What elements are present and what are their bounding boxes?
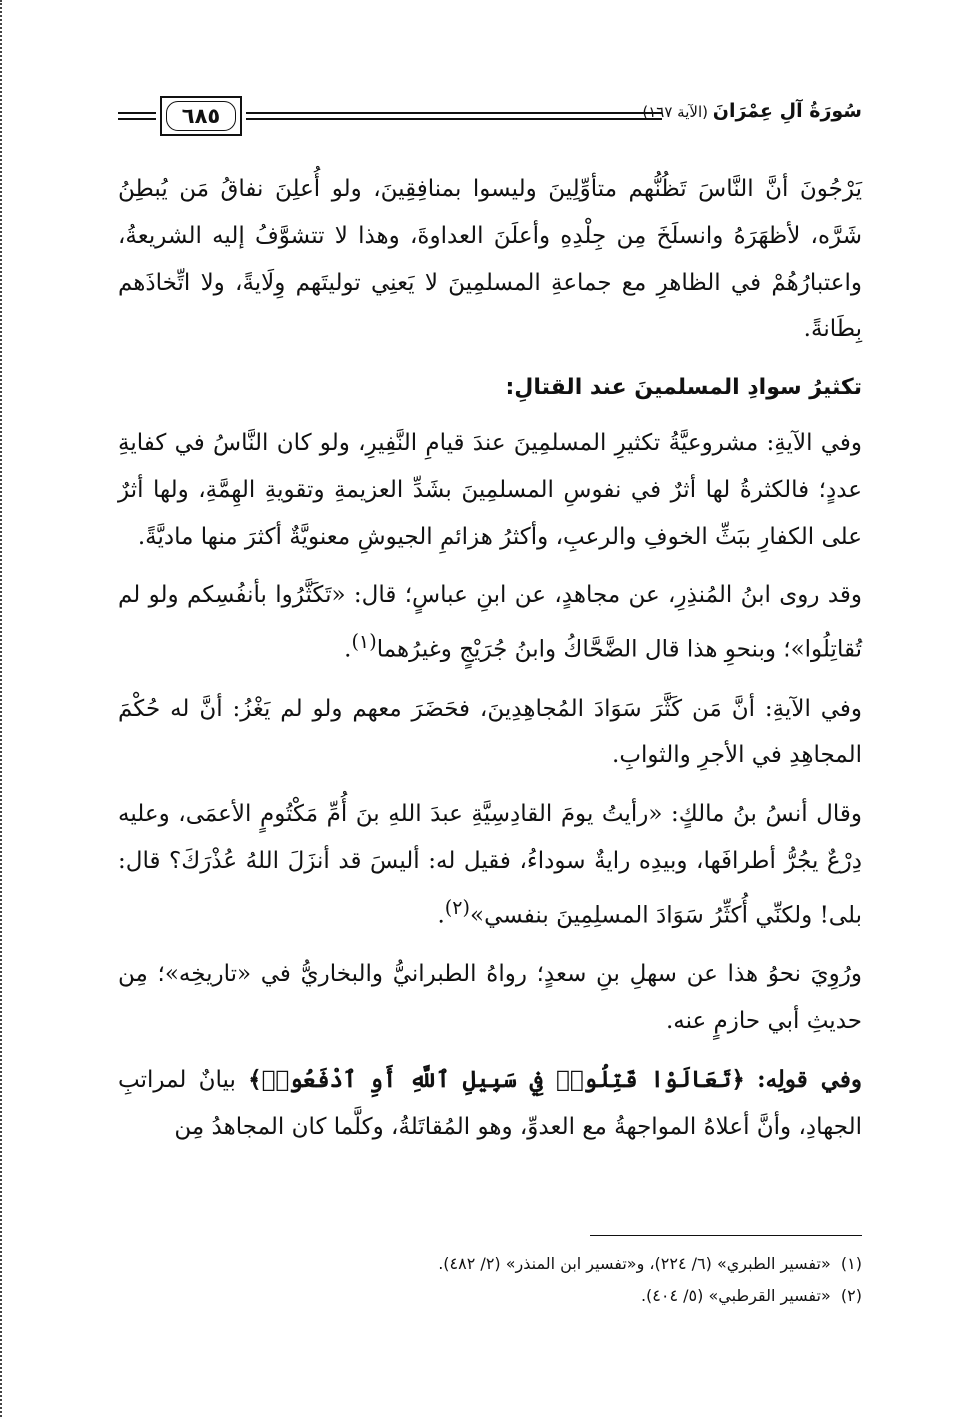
footnote-marker: (١): [351, 630, 377, 654]
header-rule: [118, 112, 156, 114]
footnote: [118, 1248, 862, 1280]
paragraph: وقد روى ابنُ المُنذِرِ، عن مجاهدٍ، عن ابنِ عباسٍ؛ قال: «تَكَثَّرُوا بأنفُسِكم ولو لم تُقاتِلُوا»؛ وبنحوِ هذا قال الضَّحَّاكُ وابنُ جُرَيْجٍ وغيرُهما$^{(١)}$.: [118, 582, 862, 663]
scan-edge: [0, 0, 8, 1417]
header-rule: [118, 118, 156, 120]
footnote-text: «تفسير القرطبي» (٥/ ٤٠٤).: [640, 1286, 831, 1305]
page-number-frame: [160, 96, 242, 136]
quran-quote: ﴿تَعَالَوْا قَتِلُوا۟ فِي سَبِيلِ ٱللَّهِ أَوِ ٱدْفَعُوا۟﴾: [248, 1065, 745, 1093]
verse-reference: (الآية ١٦٧): [642, 103, 708, 121]
paragraph: وفي الآيةِ: أنَّ مَن كَثَّرَ سَوَادَ المُجاهِدِينَ، فحَضَرَ معهم ولو لم يَغْزُ: أنَّ له حُكْمَ المجاهِدِ في الأجرِ والثوابِ.: [118, 695, 862, 769]
footnote-number: (١): [840, 1254, 862, 1273]
header-rule: [246, 118, 662, 120]
header-rule: [246, 112, 662, 114]
section-heading: تكثيرُ سوادِ المسلمينَ عند القتالِ:: [505, 375, 862, 401]
page-body: [118, 166, 862, 1162]
footnote-marker: (٢): [444, 895, 471, 919]
page-number: ٦٨٥: [166, 101, 236, 131]
footnote-text: «تفسير الطبري» (٦/ ٢٢٤)، و«تفسير ابن المنذر» (٢/ ٤٨٢).: [438, 1254, 831, 1273]
footnote-separator: [590, 1235, 862, 1236]
paragraph: وفي الآيةِ: مشروعيَّةُ تكثيرِ المسلمِينَ عندَ قيامِ النَّفِيرِ، ولو كان النَّاسُ في كفايةِ عددٍ؛ فالكثرةُ لها أثرٌ في نفوسِ المسلمِينَ بشَدِّ العزيمةِ وتقويةِ الهِمَّةِ، ولها أثرٌ على الكفارِ ببَثِّ الخوفِ والرعبِ، وأكثرُ هزائمِ الجيوشِ معنويَّةٌ أكثرَ منها ماديَّةً.: [118, 429, 862, 550]
footnote-number: (٢): [840, 1286, 862, 1305]
paragraph-text: بيانٌ لمراتبِ الجهادِ، وأنَّ أعلاهُ المواجهةُ مع العدوِّ، وهو المُقاتَلةُ، وكلَّما كان المجاهدُ مِن: [118, 1066, 862, 1140]
paragraph: وقال أنسُ بنُ مالكٍ: «رأيتُ يومَ القادِسِيَّةِ عبدَ اللهِ بنَ أُمِّ مَكْتُومٍ الأعمَى، وعليه دِرْعٌ يجُرُّ أطرافَها، وبيدِه رايةٌ سوداءُ، فقيل له: أليسَ قد أنزَلَ اللهُ عُذْرَكَ؟ قال: بلى! ولكنِّي أُكثِّرُ سَوَادَ المسلِمِينَ بنفسي»$^{(٢)}$.: [118, 801, 862, 929]
footnote: [118, 1280, 862, 1312]
paragraph-text: وقد روى ابنُ المُنذِرِ، عن مجاهدٍ، عن ابنِ عباسٍ؛ قال: «تَكَثَّرُوا بأنفُسِكم ولو لم تُقاتِلُوا»؛ وبنحوِ هذا قال الضَّحَّاكُ وابنُ جُرَيْجٍ وغيرُهما: [118, 582, 862, 663]
running-title: [642, 100, 862, 122]
surah-title: سُورَةُ آلِ عِمْرَانَ: [712, 100, 862, 122]
paragraph-lead: وفي قولِه:: [757, 1065, 862, 1093]
page-header: [118, 96, 862, 140]
paragraph: ورُوِيَ نحوُ هذا عن سهلِ بنِ سعدٍ؛ رواهُ الطبرانيُّ والبخاريُّ في «تاريخِه»؛ مِن حديثِ أبي حازمٍ عنه.: [118, 961, 862, 1035]
paragraph: [118, 1057, 862, 1151]
footnotes: [118, 1248, 862, 1312]
paragraph: يَرْجُونَ أنَّ النَّاسَ تَظُنُّهم متأوِّلِينَ وليسوا بمنافِقِينَ، ولو أُعلِنَ نفاقُ مَن يُبطِنُ شَرَّه، لأظهَرَهُ وانسلَخَ مِن جِلْدِهِ وأعلَنَ العداوةَ، وهذا لا تتشوَّفُ إليه الشريعةُ، واعتبارُهُمْ في الظاهرِ مع جماعةِ المسلمِينَ لا يَعنِي توليتَهم وِلَايةً، ولا اتِّخاذَهم بِطَانةً.: [118, 176, 862, 343]
paragraph-text: وقال أنسُ بنُ مالكٍ: «رأيتُ يومَ القادِسِيَّةِ عبدَ اللهِ بنَ أُمِّ مَكْتُومٍ الأعمَى، وعليه دِرْعٌ يجُرُّ أطرافَها، وبيدِه رايةٌ سوداءُ، فقيل له: أليسَ قد أنزَلَ اللهُ عُذْرَكَ؟ قال: بلى! ولكنِّي أُكثِّرُ سَوَادَ المسلِمِينَ بنفسي»: [118, 801, 862, 929]
